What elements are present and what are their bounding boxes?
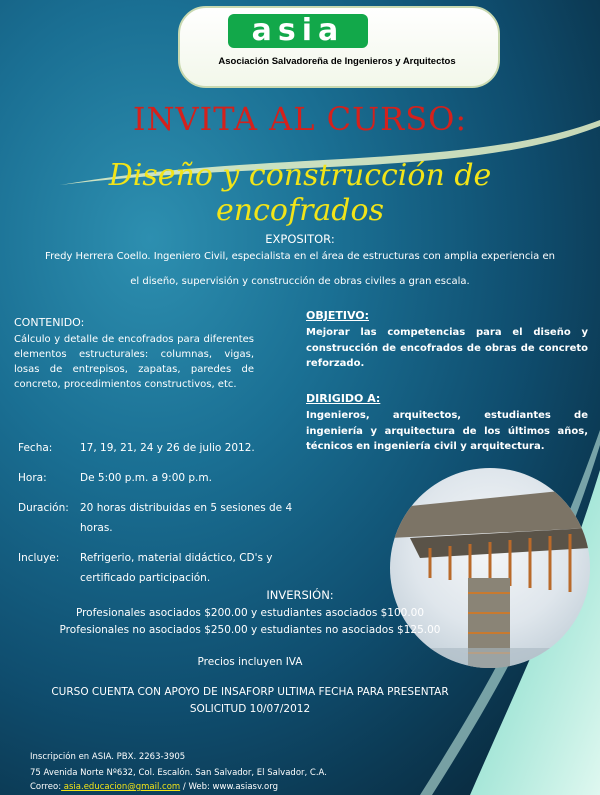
detail-value: Refrigerio, material didáctico, CD's y certificado participación.	[80, 552, 273, 584]
expositor-description-cont: el diseño, supervisión y construcción de obras civiles a gran escala.	[130, 276, 470, 287]
contenido-text: Cálculo y detalle de encofrados para diferentes elementos estructurales: columnas, vigas, losas de entrepisos, zapatas, paredes de concreto, procedimientos constructivos, etc.	[14, 334, 254, 390]
footer-contact	[30, 782, 278, 792]
price-associates: Profesionales asociados $200.00 y estudiantes asociados $100.00	[75, 607, 425, 619]
course-title: Diseño y construcción de encofrados	[108, 158, 492, 228]
web-text[interactable]: / Web: www.asiasv.org	[180, 782, 278, 792]
iva-note: Precios incluyen IVA	[197, 656, 303, 668]
invitation-heading: INVITA AL CURSO:	[132, 100, 468, 138]
footer-phone: Inscripción en ASIA. PBX. 2263-3905	[30, 752, 186, 762]
detail-value: 20 horas distribuidas en 5 sesiones de 4 horas.	[80, 502, 293, 534]
expositor-description: Fredy Herrera Coello. Ingeniero Civil, especialista en el área de estructuras con amplia experiencia en	[45, 251, 555, 262]
footer-address: 75 Avenida Norte Nº632, Col. Escalón. San Salvador, El Salvador, C.A.	[30, 768, 327, 778]
objetivo-text: Mejorar las competencias para el diseño y construcción de encofrados de obras de concreto reforzado.	[306, 327, 588, 369]
detail-row-fecha	[18, 438, 308, 458]
contenido-heading: CONTENIDO:	[14, 316, 85, 329]
dirigido-text: Ingenieros, arquitectos, estudiantes de ingeniería y arquitectura de los últimos años, técnicos en ingeniería civil y arquitectura.	[306, 410, 588, 452]
detail-row-duracion	[18, 498, 308, 538]
objetivo-heading: OBJETIVO:	[306, 309, 370, 322]
detail-label: Incluye:	[18, 552, 60, 564]
insaforp-notice: CURSO CUENTA CON APOYO DE INSAFORP ULTIMA FECHA PARA PRESENTAR	[51, 686, 449, 698]
bridge-illustration	[390, 468, 590, 668]
price-non-associates: Profesionales no asociados $250.00 y estudiantes no asociados $125.00	[59, 624, 441, 636]
detail-label: Duración:	[18, 502, 69, 514]
detail-label: Fecha:	[18, 442, 53, 454]
bridge-construction-photo	[390, 468, 590, 668]
deadline-notice: SOLICITUD 10/07/2012	[189, 703, 311, 715]
detail-value: De 5:00 p.m. a 9:00 p.m.	[80, 472, 212, 484]
association-name: Asociación Salvadoreña de Ingenieros y Arquitectos	[218, 56, 456, 67]
email-link[interactable]: asia.educacion@gmail.com	[61, 782, 181, 792]
detail-row-hora	[18, 468, 308, 488]
correo-label: Correo:	[30, 782, 62, 792]
expositor-heading: EXPOSITOR:	[265, 232, 335, 246]
detail-row-incluye	[18, 548, 308, 588]
dirigido-heading: DIRIGIDO A:	[306, 392, 381, 405]
course-details	[18, 438, 308, 598]
asia-logo: asia	[228, 14, 368, 48]
detail-value: 17, 19, 21, 24 y 26 de julio 2012.	[80, 442, 255, 454]
detail-label: Hora:	[18, 472, 47, 484]
inversion-heading: INVERSIÓN:	[266, 588, 334, 602]
